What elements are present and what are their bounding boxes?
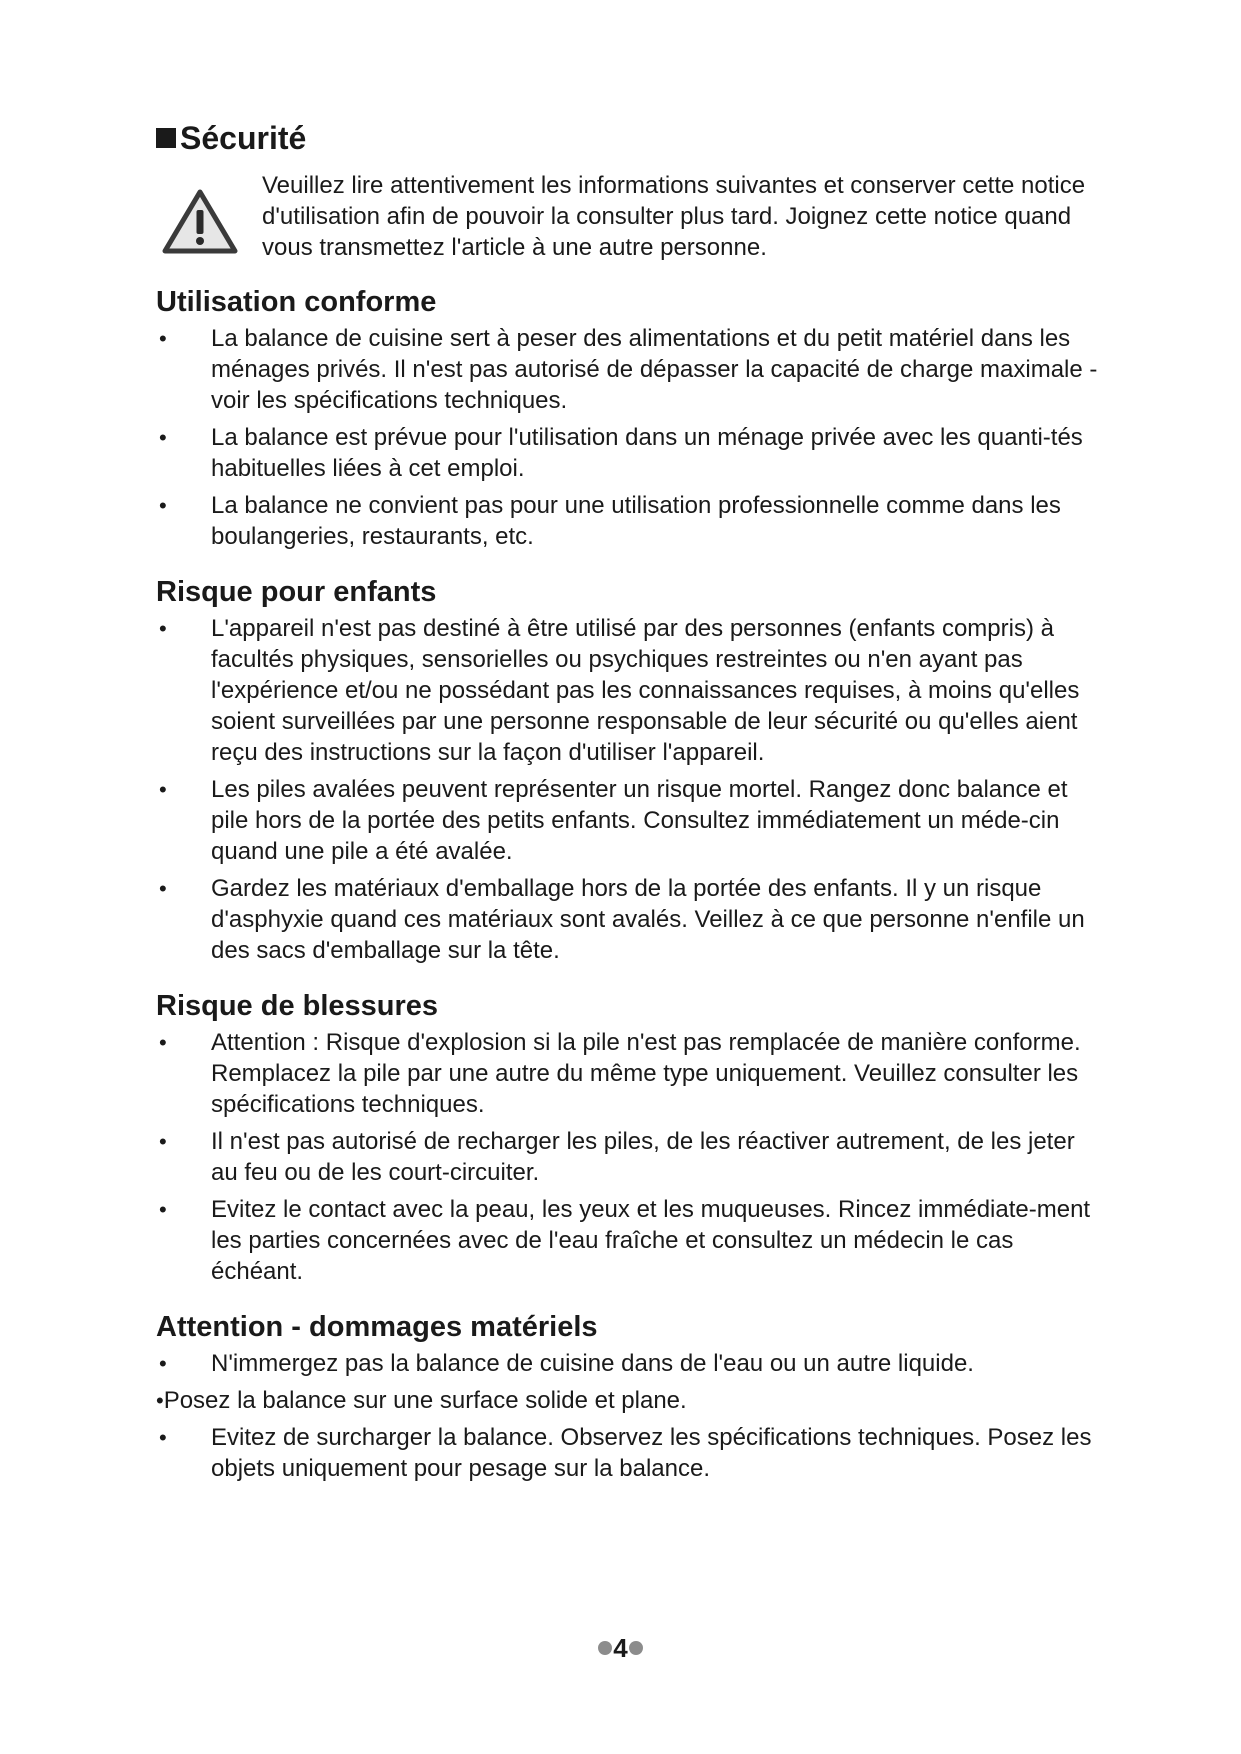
page-number-text: 4 (613, 1633, 628, 1663)
list-item-unindented (156, 1385, 1106, 1416)
bullet-icon: • (159, 1197, 167, 1222)
list-item (156, 1348, 1106, 1379)
list-item-text: La balance ne convient pas pour une utilisation professionnelle comme dans les boulangeries, restaurants, etc. (211, 492, 1061, 550)
bullet-icon: • (159, 1425, 167, 1450)
list-item-text: L'appareil n'est pas destiné à être utilisé par des personnes (enfants compris) à facultés physiques, sensorielles ou psychiques restreintes ou n'en ayant pas l'expérience et/ou ne possédant pas les connaissances requises, à moins qu'elles soient surveillées par une personne responsable de leur sécurité ou qu'elles aient reçu des instructions sur la façon d'utiliser l'appareil. (211, 615, 1080, 766)
list-item-text: N'immergez pas la balance de cuisine dans de l'eau ou un autre liquide. (211, 1350, 974, 1377)
list-item (156, 774, 1106, 867)
page-title-text: Sécurité (180, 120, 307, 156)
bullet-list (156, 613, 1106, 966)
list-item (156, 1422, 1106, 1484)
bullet-icon: • (159, 425, 167, 450)
list-item-text: La balance de cuisine sert à peser des alimentations et du petit matériel dans les ménages privés. Il n'est pas autorisé de dépasser la capacité de charge maximale - voir les spécifications techniques. (211, 325, 1098, 414)
list-item-text: Attention : Risque d'explosion si la pile n'est pas remplacée de manière conforme. Remplacez la pile par une autre du même type uniquement. Veuillez consulter les spécifications techniques. (211, 1029, 1081, 1118)
list-item-text: Gardez les matériaux d'emballage hors de la portée des enfants. Il y un risque d'asphyxie quand ces matériaux sont avalés. Veillez à ce que personne n'enfile un des sacs d'emballage sur la tête. (211, 875, 1085, 964)
list-item-text: Il n'est pas autorisé de recharger les piles, de les réactiver autrement, de les jeter au feu ou de les court-circuiter. (211, 1128, 1075, 1186)
section-risque-pour-enfants (156, 574, 1106, 972)
list-item (156, 1027, 1106, 1120)
bullet-icon: • (159, 876, 167, 901)
list-item (156, 873, 1106, 966)
page-number (0, 1632, 1241, 1664)
page-title (156, 118, 306, 158)
bullet-list (156, 1422, 1106, 1484)
bullet-icon: • (159, 1030, 167, 1055)
bullet-icon: • (159, 616, 167, 641)
list-item-text: La balance est prévue pour l'utilisation dans un ménage privée avec les quanti-tés habituelles liées à cet emploi. (211, 424, 1083, 482)
bullet-icon: • (159, 1351, 167, 1376)
bullet-icon: • (159, 493, 167, 518)
section-utilisation-conforme (156, 284, 1106, 558)
section-dommages-materiels (156, 1309, 1106, 1490)
list-item (156, 613, 1106, 768)
list-item (156, 323, 1106, 416)
section-heading: Risque de blessures (156, 990, 439, 1022)
list-item (156, 422, 1106, 484)
black-square-icon (156, 128, 176, 148)
bullet-icon: • (156, 1388, 164, 1413)
list-item (156, 1126, 1106, 1188)
grey-dot-icon (629, 1641, 643, 1655)
section-heading: Risque pour enfants (156, 576, 437, 608)
bullet-icon: • (159, 326, 167, 351)
grey-dot-icon (598, 1641, 612, 1655)
list-item-text: Les piles avalées peuvent représenter un risque mortel. Rangez donc balance et pile hors de la portée des petits enfants. Consultez immédiatement un méde-cin quand une pile a été avalée. (211, 776, 1068, 865)
section-heading: Attention - dommages matériels (156, 1311, 598, 1343)
list-item (156, 1194, 1106, 1287)
section-risque-de-blessures (156, 988, 1106, 1293)
bullet-list (156, 323, 1106, 552)
bullet-list (156, 1027, 1106, 1287)
warning-triangle-icon (162, 188, 238, 254)
bullet-icon: • (159, 777, 167, 802)
bullet-list (156, 1348, 1106, 1379)
section-heading: Utilisation conforme (156, 286, 437, 318)
list-item-text: Posez la balance sur une surface solide et plane. (163, 1387, 687, 1414)
bullet-icon: • (159, 1129, 167, 1154)
list-item-text: Evitez de surcharger la balance. Observez les spécifications techniques. Posez les objets uniquement pour pesage sur la balance. (211, 1424, 1092, 1482)
list-item-text: Evitez le contact avec la peau, les yeux et les muqueuses. Rincez immédiate-ment les parties concernées avec de l'eau fraîche et consultez un médecin le cas échéant. (211, 1196, 1091, 1285)
list-item (156, 490, 1106, 552)
intro-text: Veuillez lire attentivement les informations suivantes et conserver cette notice d'utilisation afin de pouvoir la consulter plus tard. Joignez cette notice quand vous transmettez l'article à une autre personne. (262, 172, 1086, 261)
